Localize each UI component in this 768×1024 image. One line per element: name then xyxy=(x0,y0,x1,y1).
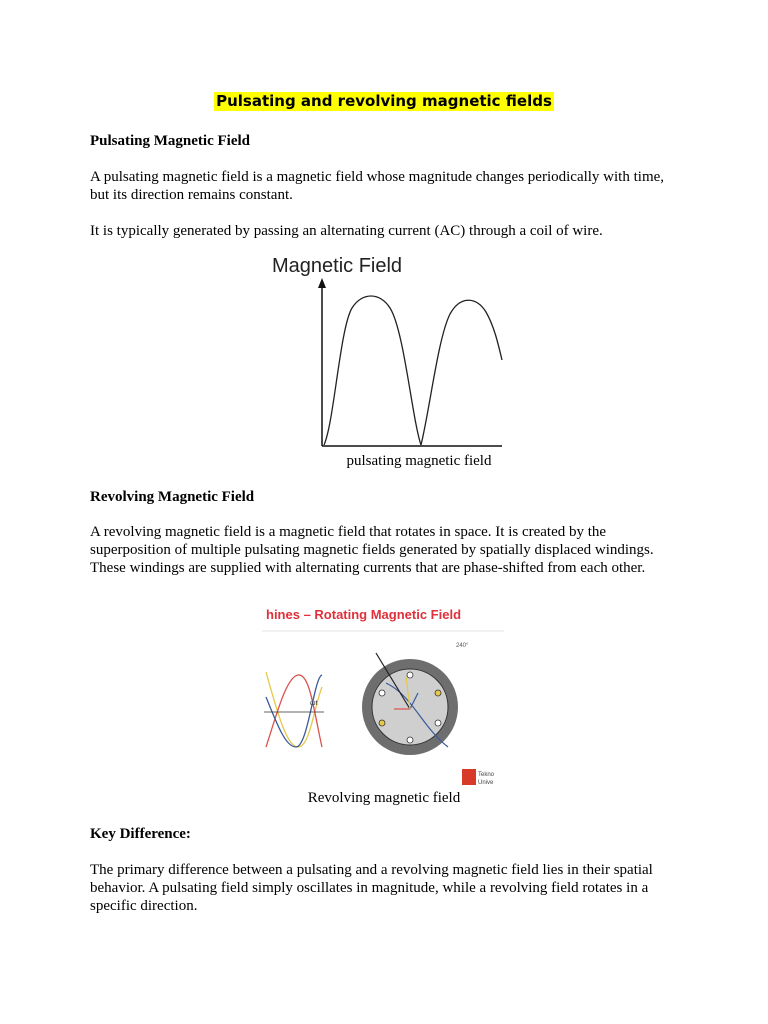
logo-mark xyxy=(462,769,476,785)
figure-label-magnetic-field: Magnetic Field xyxy=(272,255,403,277)
figure-caption-revolving: Revolving magnetic field xyxy=(307,790,461,806)
figure-banner: hines – Rotating Magnetic Field xyxy=(266,607,462,622)
winding-slot-6 xyxy=(379,690,385,696)
title-block xyxy=(0,92,768,111)
y-axis-arrow xyxy=(318,278,326,288)
section-heading-revolving: Revolving Magnetic Field xyxy=(90,489,255,505)
pulse-wave-1 xyxy=(324,296,421,445)
logo-text-line-1: Tekno xyxy=(478,772,495,778)
winding-slot-2 xyxy=(435,690,441,696)
winding-slot-4 xyxy=(407,737,413,743)
winding-slot-3 xyxy=(435,720,441,726)
document-title: Pulsating and revolving magnetic fields xyxy=(216,92,552,110)
wave-axis-label: ωt xyxy=(310,700,318,707)
paragraph-pulsating-generation: It is typically generated by passing an alternating current (AC) through a coil of wire. xyxy=(90,223,603,239)
paragraph-key-difference: The primary difference between a pulsating and a revolving magnetic field lies in their spatial behavior. A pulsating field simply oscillates in magnitude, while a revolving field rotates in a specific direction. xyxy=(90,862,653,914)
logo-text-line-2: Unive xyxy=(478,780,494,786)
winding-slot-1 xyxy=(407,672,413,678)
paragraph-pulsating-definition: A pulsating magnetic field is a magnetic field whose magnitude changes periodically with time, but its direction remains constant. xyxy=(90,169,665,203)
angle-label: 240° xyxy=(456,643,469,649)
section-heading-key-difference: Key Difference: xyxy=(90,826,191,842)
revolving-field-figure xyxy=(262,597,504,789)
paragraph-revolving-definition: A revolving magnetic field is a magnetic field that rotates in space. It is created by the superposition of multiple pulsating magnetic fields generated by spatially displaced windings. These windings are supplied with alternating currents that are phase-shifted from each other. xyxy=(90,524,654,576)
pulse-wave-2 xyxy=(421,300,502,445)
winding-slot-5 xyxy=(379,720,385,726)
figure-caption-pulsating: pulsating magnetic field xyxy=(346,453,492,469)
pulsating-field-figure xyxy=(262,248,512,453)
section-heading-pulsating: Pulsating Magnetic Field xyxy=(90,133,250,149)
